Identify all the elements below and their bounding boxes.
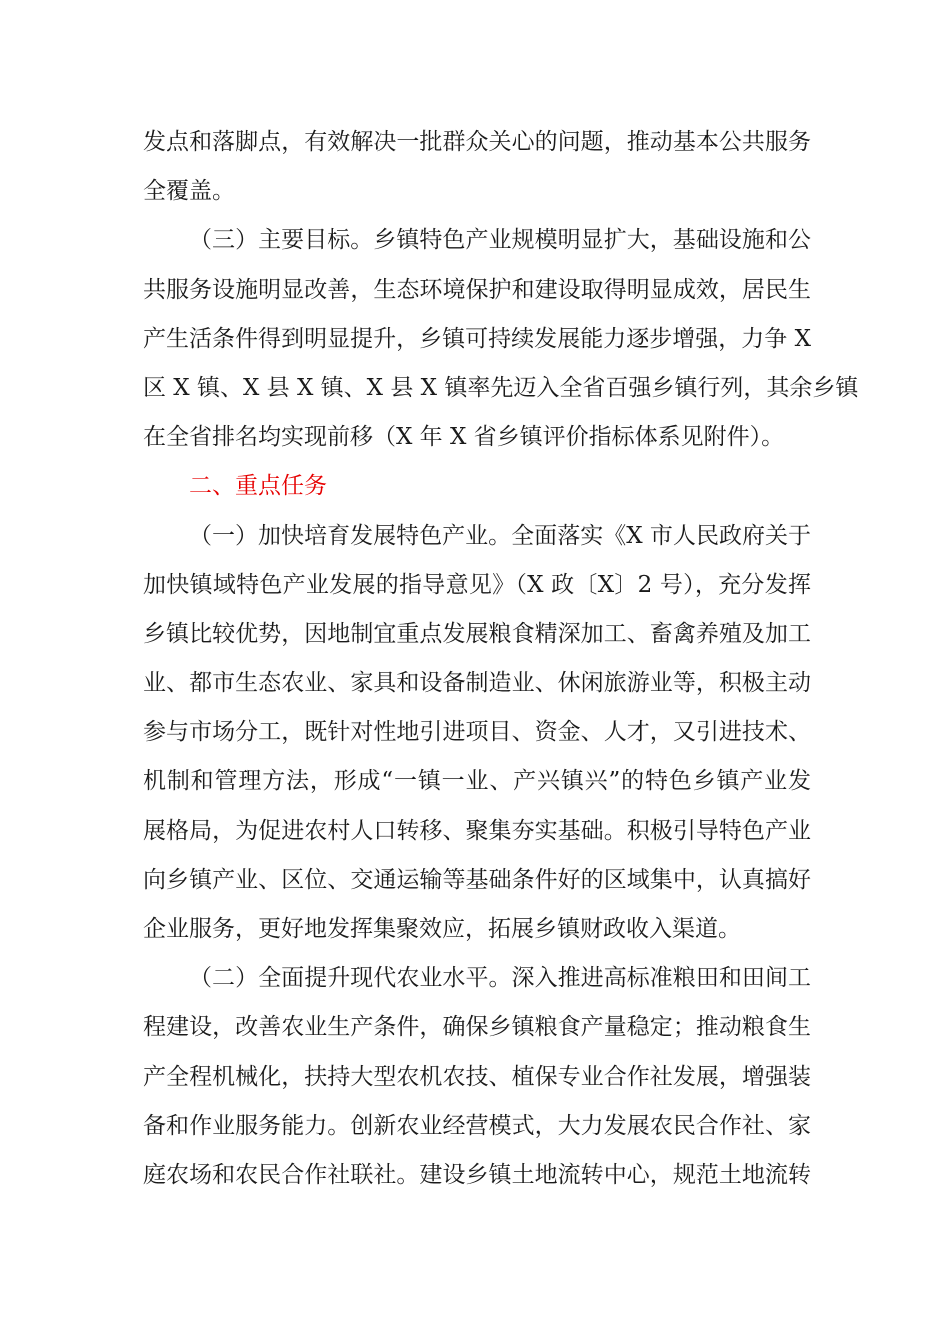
text-line: 企业服务，更好地发挥集聚效应，拓展乡镇财政收入渠道。 (143, 916, 741, 942)
text-line: （二）全面提升现代农业水平。深入推进高标准粮田和田间工 (189, 965, 811, 992)
text-line: 机制和管理方法，形成“一镇一业、产兴镇兴”的特色乡镇产业发 (143, 768, 811, 795)
text-line: 全覆盖。 (143, 178, 235, 205)
text-line: 程建设，改善农业生产条件，确保乡镇粮食产量稳定；推动粮食生 (143, 1014, 811, 1041)
section-heading: 二、重点任务 (189, 473, 327, 500)
text-line: 加快镇域特色产业发展的指导意见》（X 政〔X〕2 号），充分发挥 (143, 571, 811, 598)
text-line: 产全程机械化，扶持大型农机农技、植保专业合作社发展，增强装 (143, 1063, 811, 1090)
text-line: 在全省排名均实现前移（X 年 X 省乡镇评价指标体系见附件）。 (143, 424, 785, 451)
text-line: （一）加快培育发展特色产业。全面落实《X 市人民政府关于 (189, 522, 811, 549)
text-line: 向乡镇产业、区位、交通运输等基础条件好的区域集中，认真搞好 (143, 866, 811, 893)
document-body (143, 118, 859, 1200)
text-line: （三）主要目标。乡镇特色产业规模明显扩大，基础设施和公 (189, 227, 811, 254)
text-line: 区 X 镇、X 县 X 镇、X 县 X 镇率先迈入全省百强乡镇行列，其余乡镇 (143, 374, 859, 401)
text-line: 业、都市生态农业、家具和设备制造业、休闲旅游业等，积极主动 (143, 670, 811, 697)
text-line: 产生活条件得到明显提升，乡镇可持续发展能力逐步增强，力争 X (143, 325, 811, 352)
text-line: 备和作业服务能力。创新农业经营模式，大力发展农民合作社、家 (143, 1112, 811, 1139)
text-line: 发点和落脚点，有效解决一批群众关心的问题，推动基本公共服务 (143, 129, 811, 155)
text-line: 乡镇比较优势，因地制宜重点发展粮食精深加工、畜禽养殖及加工 (143, 620, 811, 647)
text-line: 展格局，为促进农村人口转移、聚集夯实基础。积极引导特色产业 (143, 817, 811, 844)
text-line: 参与市场分工，既针对性地引进项目、资金、人才，又引进技术、 (143, 719, 811, 746)
text-line: 共服务设施明显改善，生态环境保护和建设取得明显成效，居民生 (143, 276, 811, 303)
text-line: 庭农场和农民合作社联社。建设乡镇土地流转中心，规范土地流转 (143, 1161, 811, 1188)
